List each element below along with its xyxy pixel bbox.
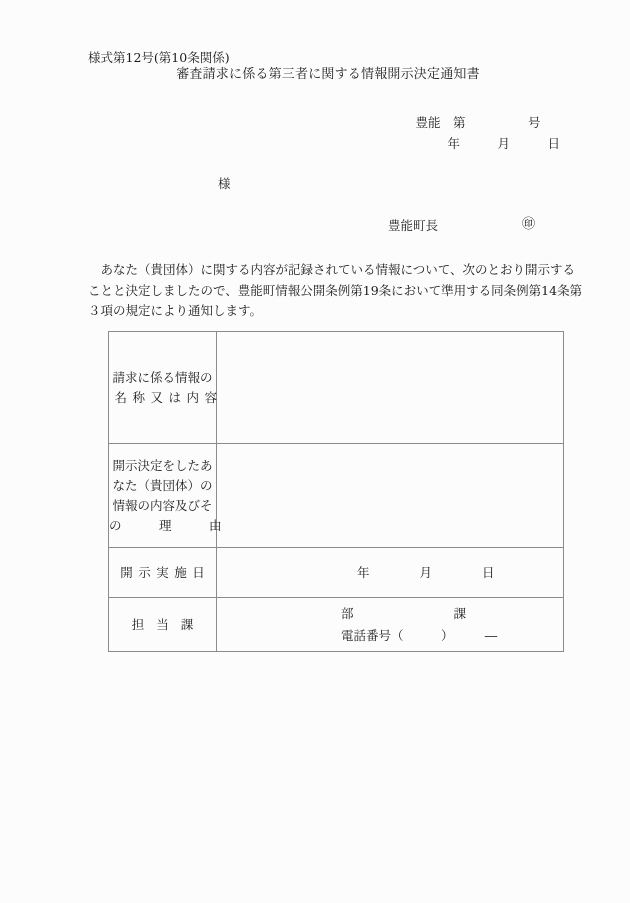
row-label-line: 担当課: [131, 616, 206, 632]
form-code: 様式第12号(第10条関係): [88, 50, 230, 65]
row-value-department[interactable]: [217, 598, 564, 652]
row-label-line: 名称又は内容: [114, 389, 223, 405]
row-label-line: 開示決定をしたあ: [112, 457, 213, 473]
row-label-line: 請求に係る情報の: [112, 369, 213, 385]
document-number: 豊能 第 号: [415, 115, 541, 130]
row-label-disclosure-date: [109, 548, 217, 598]
body-line-3: ３項の規定により通知します。: [88, 303, 263, 318]
row-label-line: なた（貴団体）の: [112, 477, 213, 493]
department-division-value: 部 課: [341, 605, 467, 621]
row-label-department: [109, 598, 217, 652]
table-row: [109, 598, 564, 652]
department-phone-value: 電話番号（ ） ―: [341, 627, 498, 643]
document-meta: [415, 112, 560, 154]
row-label-line: 情報の内容及びそ: [112, 497, 213, 513]
form-table: [108, 331, 564, 652]
body-line-2: ことと決定しましたので、豊能町情報公開条例第19条において準用する同条例第14条第: [88, 282, 583, 298]
row-label-line: の 理 由: [109, 517, 222, 533]
row-value-disclosure-date[interactable]: [217, 548, 564, 598]
row-label-line: 開示実施日: [120, 564, 211, 580]
table-row: [109, 332, 564, 444]
table-row: [109, 548, 564, 598]
disclosure-date-value: 年 月 日: [357, 564, 495, 580]
body-paragraph: [88, 260, 583, 322]
row-label-requested-info: [109, 332, 223, 444]
row-label-disclosure-reason: [109, 444, 222, 548]
addressee-line: 様: [218, 176, 231, 191]
seal-icon: ㊞: [522, 217, 536, 232]
document-date: 年 月 日: [447, 136, 560, 151]
row-value-disclosure-reason[interactable]: [217, 444, 564, 548]
signer-name: 豊能町長: [388, 218, 439, 233]
table-row: [109, 444, 564, 548]
page-title: 審査請求に係る第三者に関する情報開示決定通知書: [176, 67, 480, 82]
body-line-1: あなた（貴団体）に関する内容が記録されている情報について、次のとおり開示する: [88, 262, 576, 277]
row-value-requested-info[interactable]: [217, 332, 564, 444]
